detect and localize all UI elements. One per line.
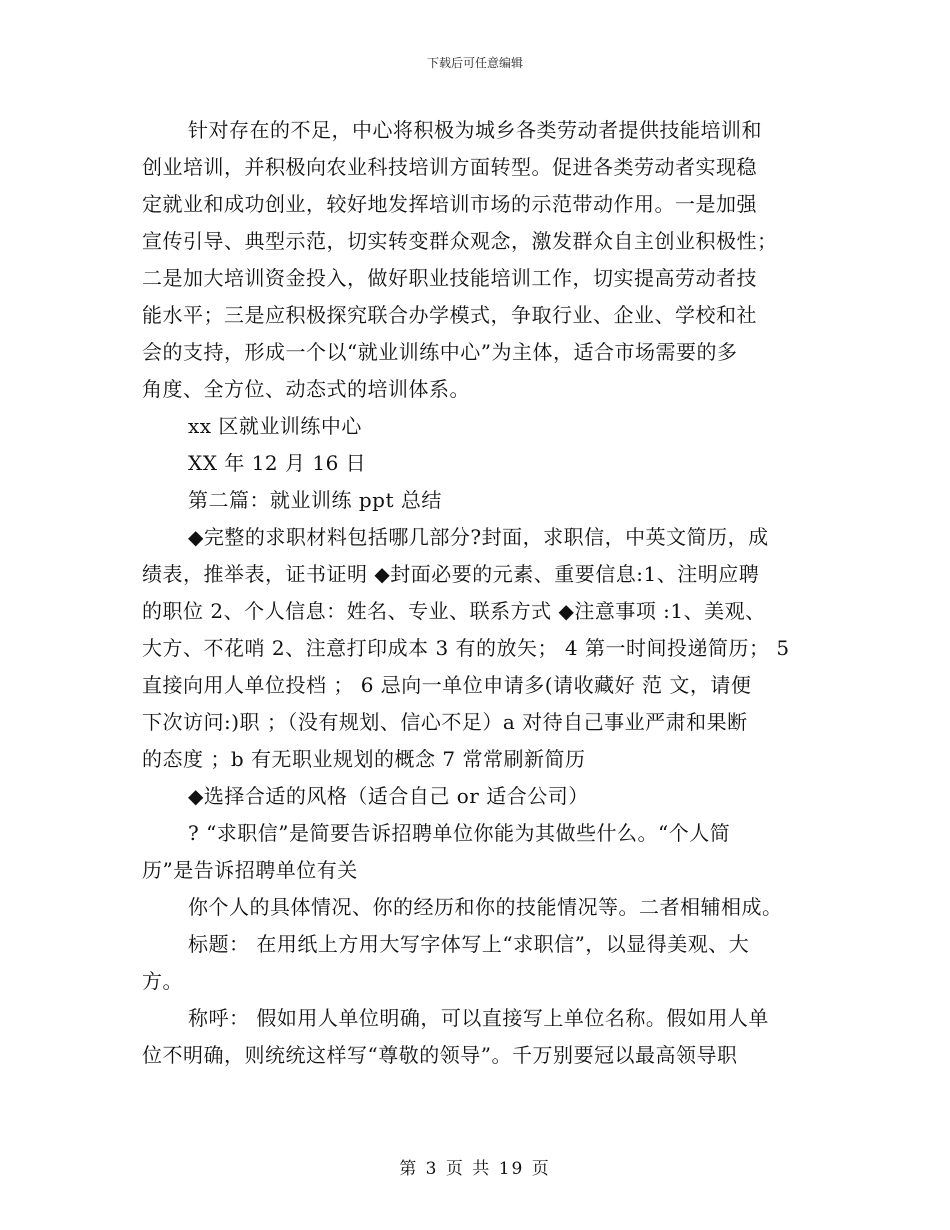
paragraph-line: 宣传引导、典型示范，切实转变群众观念，激发群众自主创业积极性； — [142, 229, 778, 253]
paragraph-line: 二是加大培训资金投入，做好职业技能培训工作，切实提高劳动者技 — [142, 266, 757, 290]
paragraph-line: 大方、不花哨 2、注意打印成本 3 有的放矢； 4 第一时间投递简历； 5 — [142, 636, 790, 660]
paragraph-line: 绩表，推举表，证书证明 ◆封面必要的元素、重要信息:1、注明应聘 — [142, 562, 760, 586]
paragraph-line: 的态度 ；b 有无职业规划的概念 7 常常刷新简历 — [142, 747, 586, 771]
document-body — [142, 112, 812, 1074]
section-heading: 第二篇：就业训练 ppt 总结 — [188, 488, 442, 512]
page-header-note: 下载后可任意编辑 — [426, 56, 523, 70]
paragraph-line: 能水平；三是应积极探究联合办学模式，争取行业、企业、学校和社 — [142, 303, 757, 327]
paragraph-line: 直接向用人单位投档 ； 6 忌向一单位申请多(请收藏好 范 文，请便 — [142, 673, 752, 697]
paragraph-line: 位不明确，则统统这样写“尊敬的领导”。千万别要冠以最高领导职 — [142, 1043, 738, 1067]
paragraph-line: 称呼： 假如用人单位明确，可以直接写上单位名称。假如用人单 — [188, 1006, 769, 1030]
paragraph-line: 的职位 2、个人信息：姓名、专业、联系方式 ◆注意事项 :1、美观、 — [142, 599, 766, 623]
paragraph-line: 会的支持，形成一个以“就业训练中心”为主体，适合市场需要的多 — [142, 340, 738, 364]
paragraph-line: 角度、全方位、动态式的培训体系。 — [142, 377, 470, 401]
signature-date: XX 年 12 月 16 日 — [188, 451, 367, 475]
paragraph-line: ◆选择合适的风格（适合自己 or 适合公司） — [188, 784, 589, 808]
page-number: 第 3 页 共 19 页 — [399, 1159, 551, 1179]
paragraph-line: 历”是告诉招聘单位有关 — [142, 858, 358, 882]
paragraph-line: ? “求职信”是简要告诉招聘单位你能为其做些什么。“个人简 — [188, 821, 731, 845]
paragraph-line: 下次访问:)职 ；（没有规划、信心不足）a 对待自己事业严肃和果断 — [142, 710, 748, 734]
signature-organization: xx 区就业训练中心 — [188, 414, 362, 438]
paragraph-line: 创业培训，并积极向农业科技培训方面转型。促进各类劳动者实现稳 — [142, 155, 757, 179]
paragraph-line: 标题： 在用纸上方用大写字体写上“求职信”，以显得美观、大 — [188, 932, 750, 956]
paragraph-line: 你个人的具体情况、你的经历和你的技能情况等。二者相辅相成。 — [188, 895, 783, 919]
paragraph-line: ◆完整的求职材料包括哪几部分?封面，求职信，中英文简历，成 — [188, 525, 769, 549]
paragraph-line: 定就业和成功创业，较好地发挥培训市场的示范带动作用。一是加强 — [142, 192, 757, 216]
paragraph-line: 针对存在的不足，中心将积极为城乡各类劳动者提供技能培训和 — [188, 118, 762, 142]
paragraph-line: 方。 — [142, 969, 183, 993]
